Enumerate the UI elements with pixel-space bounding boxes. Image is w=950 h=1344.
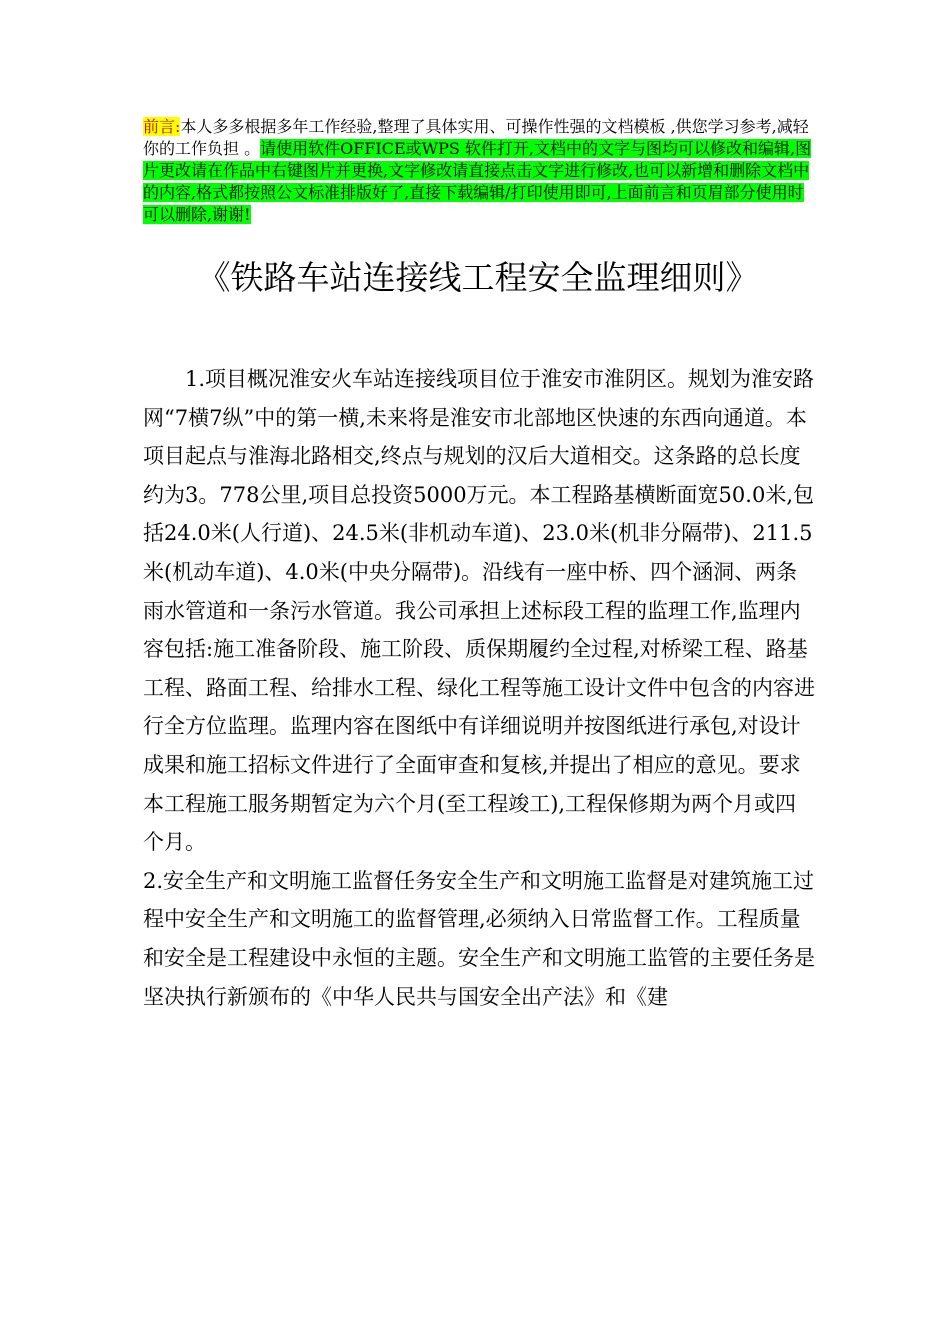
preface-label: 前言: [143, 117, 176, 136]
preface-instructions: 请使用软件OFFICE或WPS 软件打开,文档中的文字与图均可以修改和编辑,图片更改请在作品中右键图片并更换,文字修改请直接点击文字进行修改,也可以新增和删除文档中的内容,格式都按照公文标准排版好了,直接下载编辑/打印使用即可,上面前言和页眉部分使用时可以删除,谢谢!: [143, 139, 812, 224]
document-body: [143, 360, 815, 1016]
paragraph-project-overview: 1.项目概况淮安火车站连接线项目位于淮安市淮阴区。规划为淮安路网“7横7纵”中的第一横,未来将是淮安市北部地区快速的东西向通道。本项目起点与淮海北路相交,终点与规划的汉后大道相交。这条路的总长度约为3。778公里,项目总投资5000万元。本工程路基横断面宽50.0米,包括24.0米(人行道)、24.5米(非机动车道)、23.0米(机非分隔带)、211.5米(机动车道)、4.0米(中央分隔带)。沿线有一座中桥、四个涵洞、两条雨水管道和一条污水管道。我公司承担上述标段工程的监理工作,监理内容包括:施工准备阶段、施工阶段、质保期履约全过程,对桥梁工程、路基工程、路面工程、给排水工程、绿化工程等施工设计文件中包含的内容进行全方位监理。监理内容在图纸中有详细说明并按图纸进行承包,对设计成果和施工招标文件进行了全面审查和复核,并提出了相应的意见。要求本工程施工服务期暂定为六个月(至工程竣工),工程保修期为两个月或四个月。: [143, 367, 815, 855]
paragraph-safety-supervision: 2.安全生产和文明施工监督任务安全生产和文明施工监督是对建筑施工过程中安全生产和文明施工的监督管理,必须纳入日常监督工作。工程质量和安全是工程建设中永恒的主题。安全生产和文明施工监管的主要任务是坚决执行新颁布的《中华人民共与国安全出产法》和《建: [143, 868, 815, 1009]
preface-intro: 本人多多根据多年工作经验,整理了具体实用、可操作性强的文档模板 ,供您学习参考,减轻你的工作负担 。: [143, 117, 809, 158]
preface-colon: :: [175, 117, 181, 136]
preface-block: [143, 116, 813, 226]
document-title: 《铁路车站连接线工程安全监理细则》: [197, 258, 759, 297]
